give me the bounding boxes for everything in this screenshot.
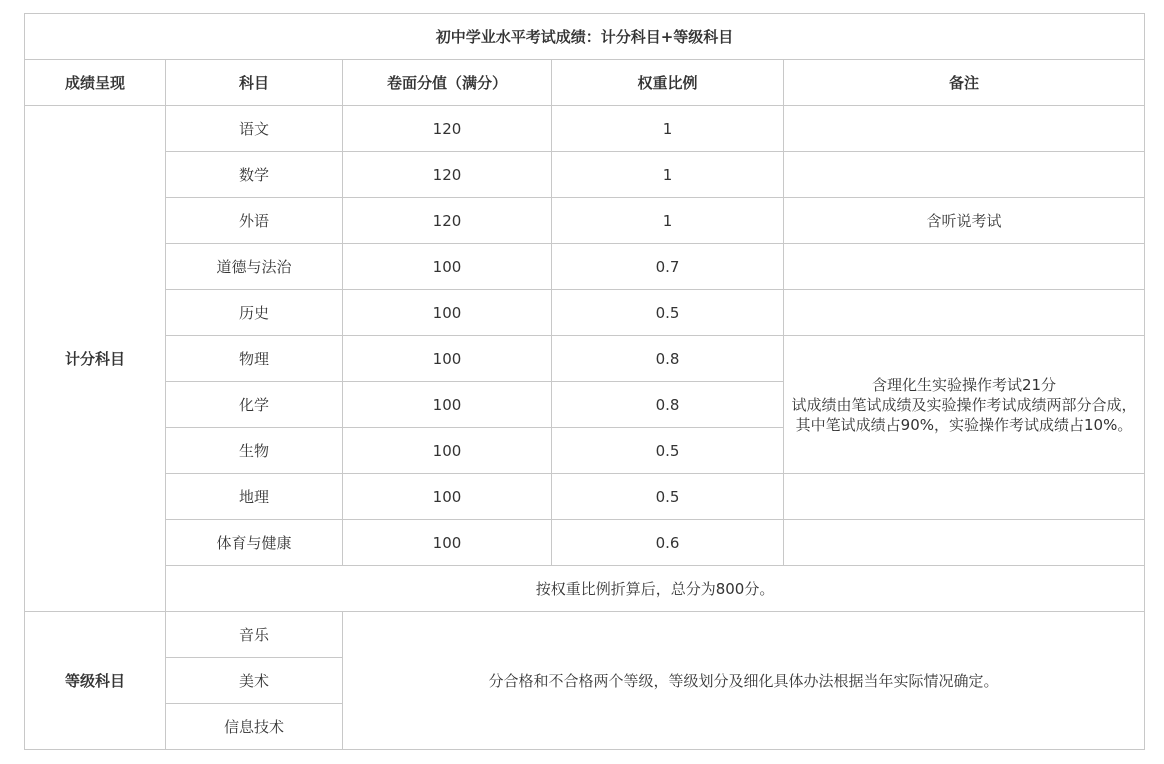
subject-cell: 化学: [166, 382, 343, 428]
table-row: [25, 244, 1145, 290]
scored-category-label: 计分科目: [25, 106, 166, 612]
subject-cell: 外语: [166, 198, 343, 244]
lab-note-line-2: 试成绩由笔试成绩及实验操作考试成绩两部分合成，其中笔试成绩占90%，实验操作考试成绩占10%。: [791, 395, 1137, 434]
score-cell: 100: [343, 520, 552, 566]
score-cell: 120: [343, 198, 552, 244]
graded-note: 分合格和不合格两个等级，等级划分及细化具体办法根据当年实际情况确定。: [343, 612, 1145, 750]
weight-cell: 0.5: [552, 290, 784, 336]
subject-cell: 生物: [166, 428, 343, 474]
table-row: [25, 198, 1145, 244]
weight-cell: 1: [552, 152, 784, 198]
lab-note-line-1: 含理化生实验操作考试21分: [871, 375, 1057, 394]
table-row: [25, 152, 1145, 198]
lab-note-cell: [784, 336, 1145, 474]
note-cell: [784, 152, 1145, 198]
subject-cell: 地理: [166, 474, 343, 520]
note-cell: [784, 290, 1145, 336]
note-cell: [784, 520, 1145, 566]
header-full-score: 卷面分值（满分）: [343, 60, 552, 106]
subject-cell: 历史: [166, 290, 343, 336]
table-row: [25, 290, 1145, 336]
header-weight: 权重比例: [552, 60, 784, 106]
table-row: [25, 106, 1145, 152]
score-cell: 100: [343, 336, 552, 382]
subject-cell: 物理: [166, 336, 343, 382]
header-row: [25, 60, 1145, 106]
subject-cell: 数学: [166, 152, 343, 198]
weight-cell: 1: [552, 106, 784, 152]
score-table: [24, 13, 1145, 750]
note-cell: [784, 244, 1145, 290]
weight-cell: 0.6: [552, 520, 784, 566]
score-cell: 120: [343, 152, 552, 198]
weight-cell: 0.8: [552, 336, 784, 382]
header-note: 备注: [784, 60, 1145, 106]
subject-cell: 美术: [166, 658, 343, 704]
table-row: [25, 520, 1145, 566]
subject-cell: 体育与健康: [166, 520, 343, 566]
subject-cell: 音乐: [166, 612, 343, 658]
score-cell: 120: [343, 106, 552, 152]
graded-category-label: 等级科目: [25, 612, 166, 750]
note-cell: [784, 474, 1145, 520]
table-row: [25, 612, 1145, 658]
total-note: 按权重比例折算后，总分为800分。: [166, 566, 1145, 612]
total-row: [25, 566, 1145, 612]
score-cell: 100: [343, 244, 552, 290]
weight-cell: 0.5: [552, 428, 784, 474]
weight-cell: 1: [552, 198, 784, 244]
weight-cell: 0.8: [552, 382, 784, 428]
note-cell: 含听说考试: [784, 198, 1145, 244]
header-presentation: 成绩呈现: [25, 60, 166, 106]
title-row: [25, 14, 1145, 60]
score-cell: 100: [343, 290, 552, 336]
score-cell: 100: [343, 428, 552, 474]
subject-cell: 道德与法治: [166, 244, 343, 290]
subject-cell: 语文: [166, 106, 343, 152]
table-row: [25, 474, 1145, 520]
subject-cell: 信息技术: [166, 704, 343, 750]
weight-cell: 0.7: [552, 244, 784, 290]
table-row: [25, 336, 1145, 382]
score-cell: 100: [343, 382, 552, 428]
note-cell: [784, 106, 1145, 152]
table-title: 初中学业水平考试成绩：计分科目+等级科目: [25, 14, 1145, 60]
score-cell: 100: [343, 474, 552, 520]
weight-cell: 0.5: [552, 474, 784, 520]
header-subject: 科目: [166, 60, 343, 106]
